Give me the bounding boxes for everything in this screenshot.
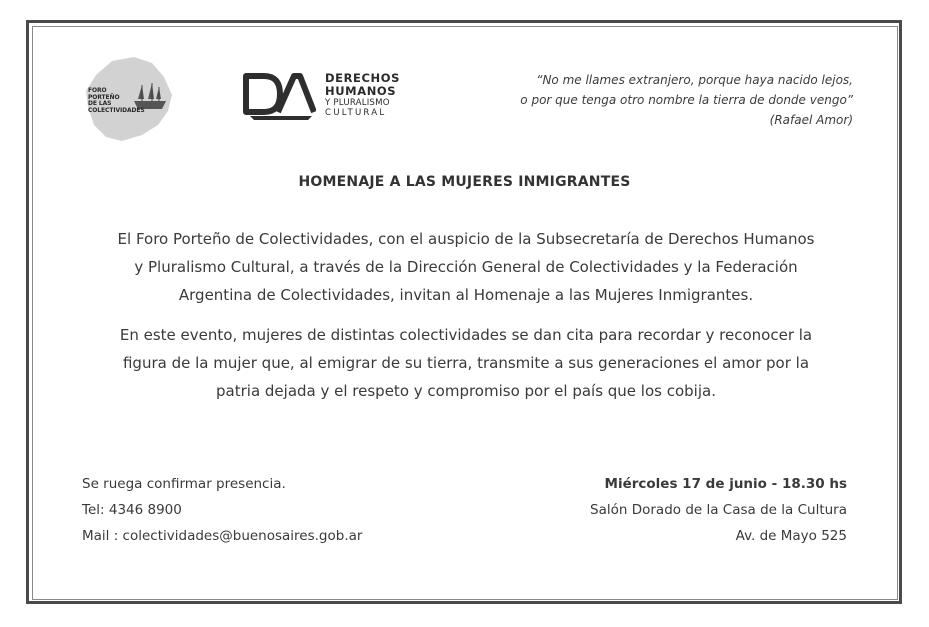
foro-logo-line: DE LAS — [88, 100, 112, 107]
event-details — [590, 471, 847, 549]
quote-block — [520, 70, 853, 130]
ddhh-logo-line: Y PLURALISMO — [325, 98, 390, 108]
foro-logo-line: PORTEÑO — [88, 93, 120, 101]
paragraph-line: y Pluralismo Cultural, a través de la Dirección General de Colectividades y la Federación — [134, 258, 798, 276]
foro-logo-line: FORO — [88, 87, 107, 94]
event-date: Miércoles 17 de junio - 18.30 hs — [604, 476, 847, 492]
phone-text: Tel: 4346 8900 — [82, 502, 182, 518]
paragraph-intro — [70, 225, 862, 309]
paragraph-line: figura de la mujer que, al emigrar de su tierra, transmite a sus generaciones el amor por la — [122, 354, 810, 372]
event-address: Av. de Mayo 525 — [735, 528, 847, 544]
ddhh-logo-mark-icon — [242, 70, 316, 122]
ddhh-logo-line: CULTURAL — [325, 108, 387, 118]
quote-author: (Rafael Amor) — [769, 113, 853, 127]
rsvp-text: Se ruega confirmar presencia. — [82, 476, 286, 492]
quote-line: o por que tenga otro nombre la tierra de donde vengo” — [520, 93, 853, 107]
foro-logo-line: COLECTIVIDADES — [88, 106, 145, 114]
ddhh-logo-line: HUMANOS — [325, 84, 397, 98]
ddhh-logo-text — [325, 72, 400, 118]
paragraph-line: En este evento, mujeres de distintas colectividades se dan cita para recordar y reconocer la — [119, 326, 813, 344]
contact-block — [82, 471, 362, 549]
paragraph-event — [70, 321, 862, 405]
quote-line: “No me llames extranjero, porque haya nacido lejos, — [536, 73, 853, 87]
paragraph-line: patria dejada y el respeto y compromiso por el país que los cobija. — [216, 382, 716, 400]
invitation-title: HOMENAJE A LAS MUJERES INMIGRANTES — [298, 174, 631, 190]
foro-logo-text — [88, 88, 148, 114]
email-text: Mail : colectividades@buenosaires.gob.ar — [82, 528, 363, 544]
paragraph-line: El Foro Porteño de Colectividades, con el auspicio de la Subsecretaría de Derechos Humanos — [117, 230, 815, 248]
event-venue: Salón Dorado de la Casa de la Cultura — [590, 502, 847, 518]
ddhh-logo-line: DERECHOS — [325, 71, 401, 85]
paragraph-line: Argentina de Colectividades, invitan al Homenaje a las Mujeres Inmigrantes. — [178, 286, 754, 304]
